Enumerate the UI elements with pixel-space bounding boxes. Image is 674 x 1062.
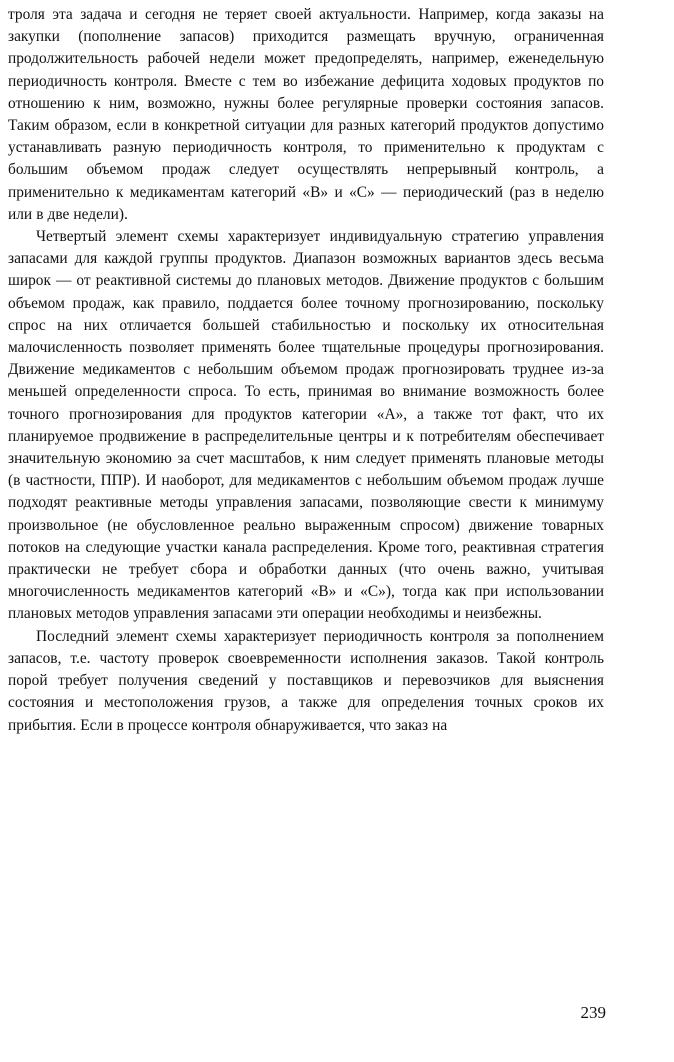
book-page	[8, 4, 604, 1054]
paragraph-continued: троля эта задача и сегодня не теряет своей актуальности. Например, когда заказы на закупки (пополнение запасов) приходится размещать вручную, ограниченная продолжительность рабочей недели может предопределять, например, еженедельную периодичность контроля. Вместе с тем во избежание дефицита ходовых продуктов по отношению к ним, возможно, нужны более регулярные проверки состояния запасов. Таким образом, если в конкретной ситуации для разных категорий продуктов допустимо устанавливать разную периодичность контроля, то применительно к продуктам с большим объемом продаж следует осуществлять непрерывный контроль, а применительно к медикаментам категорий «B» и «C» — периодический (раз в неделю или в две недели).	[8, 6, 604, 223]
page-number: 239	[580, 1003, 606, 1022]
paragraph-fourth-element: Четвертый элемент схемы характеризует индивидуальную стратегию управления запасами для каждой группы продуктов. Диапазон возможных вариантов здесь весьма широк — от реактивной системы до плановых методов. Движение продуктов с большим объемом продаж, как правило, поддается более точному прогнозированию, поскольку спрос на них отличается большей стабильностью и поскольку их относительная малочисленность позволяет применять более тщательные процедуры прогнозирования. Движение медикаментов с небольшим объемом продаж прогнозировать труднее из-за меньшей определенности спроса. То есть, принимая во внимание возможность более точного прогнозирования для продуктов категории «А», а также тот факт, что их планируемое продвижение в распределительные центры и к потребителям обеспечивает значительную экономию за счет масштабов, к ним следует применять плановые методы (в частности, ППР). И наоборот, для медикаментов с небольшим объемом продаж лучше подходят реактивные методы управления запасами, позволяющие свести к минимуму произвольное (не обусловленное реально выраженным спросом) движение товарных потоков на следующие участки канала распределения. Кроме того, реактивная стратегия практически не требует сбора и обработки данных (что очень важно, учитывая многочисленность медикаментов категорий «B» и «C»), тогда как при использовании плановых методов управления запасами эти операции необходимы и неизбежны.	[8, 228, 604, 623]
paragraph-last-element: Последний элемент схемы характеризует периодичность контроля за пополнением запасов, т.е. частоту проверок своевременности исполнения заказов. Такой контроль порой требует получения сведений у поставщиков и перевозчиков для выяснения состояния и местоположения грузов, а также для определения точных сроков их прибытия. Если в процессе контроля обнаруживается, что заказ на	[8, 627, 604, 734]
